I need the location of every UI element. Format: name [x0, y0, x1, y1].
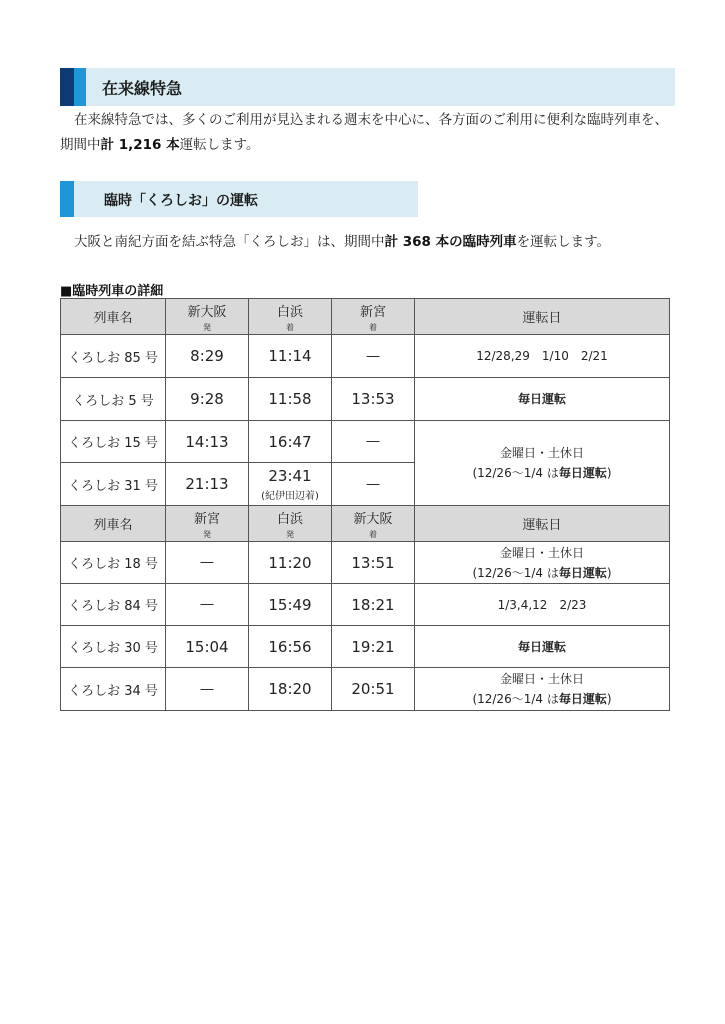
header-station: 白浜 発: [249, 506, 332, 542]
operating-days: 金曜日・土休日 (12/26～1/4 は毎日運転): [415, 668, 670, 711]
time-cell: 18:21: [332, 584, 415, 626]
header-train-name: 列車名: [61, 506, 166, 542]
time-cell: 14:13: [166, 421, 249, 463]
table-row: [61, 626, 670, 668]
section-title-sub: 臨時「くろしお」の運転: [104, 193, 258, 209]
time-cell: ―: [332, 463, 415, 506]
operating-days: 金曜日・土休日 (12/26～1/4 は毎日運転): [415, 542, 670, 584]
train-name: くろしお 31 号: [61, 463, 166, 506]
sub-intro-bold: 計 368 本の臨時列車: [384, 234, 517, 250]
operating-days-shared: 金曜日・土休日 (12/26～1/4 は毎日運転): [415, 421, 670, 506]
table-heading: ■臨時列車の詳細: [60, 284, 164, 299]
time-cell: 8:29: [166, 335, 249, 378]
header-operating-days: 運転日: [415, 506, 670, 542]
time-cell: ―: [332, 335, 415, 378]
table-header-up: [61, 506, 670, 542]
train-name: くろしお 84 号: [61, 584, 166, 626]
train-name: くろしお 5 号: [61, 378, 166, 421]
time-cell: 13:53: [332, 378, 415, 421]
intro-paragraph: [60, 108, 675, 158]
header-station: 新宮 着: [332, 299, 415, 335]
table-header-down: [61, 299, 670, 335]
table-row: [61, 378, 670, 421]
time-cell: 20:51: [332, 668, 415, 711]
section-header-main: [60, 68, 675, 106]
train-name: くろしお 15 号: [61, 421, 166, 463]
header-station: 白浜 着: [249, 299, 332, 335]
table-row: [61, 421, 670, 463]
section-accent-dark: [60, 68, 74, 106]
section-title-main: 在来線特急: [102, 79, 183, 98]
train-name: くろしお 85 号: [61, 335, 166, 378]
header-station: 新宮 発: [166, 506, 249, 542]
timetable: [60, 298, 670, 711]
time-cell: 11:20: [249, 542, 332, 584]
time-cell: 18:20: [249, 668, 332, 711]
time-cell: 15:49: [249, 584, 332, 626]
operating-days: 毎日運転: [415, 378, 670, 421]
train-name: くろしお 34 号: [61, 668, 166, 711]
table-row: [61, 335, 670, 378]
intro-bold: 計 1,216 本: [100, 137, 180, 153]
header-operating-days: 運転日: [415, 299, 670, 335]
time-cell: 21:13: [166, 463, 249, 506]
time-cell: 13:51: [332, 542, 415, 584]
operating-days: 12/28,29 1/10 2/21: [415, 335, 670, 378]
time-cell: 15:04: [166, 626, 249, 668]
operating-days: 毎日運転: [415, 626, 670, 668]
time-cell-with-note: 23:41 (紀伊田辺着): [249, 463, 332, 506]
time-cell: 16:47: [249, 421, 332, 463]
header-station: 新大阪 着: [332, 506, 415, 542]
time-cell: 9:28: [166, 378, 249, 421]
time-cell: ―: [166, 542, 249, 584]
table-row: [61, 668, 670, 711]
time-cell: ―: [166, 668, 249, 711]
sub-intro-text-before: 大阪と南紀方面を結ぶ特急「くろしお」は、期間中: [74, 234, 385, 250]
time-cell: 11:14: [249, 335, 332, 378]
train-name: くろしお 18 号: [61, 542, 166, 584]
train-name: くろしお 30 号: [61, 626, 166, 668]
time-cell: 11:58: [249, 378, 332, 421]
time-cell: 16:56: [249, 626, 332, 668]
header-station: 新大阪 発: [166, 299, 249, 335]
section-accent-light: [74, 68, 86, 106]
intro-text-after: 運転します。: [179, 137, 260, 153]
sub-intro-text-after: を運転します。: [516, 234, 611, 250]
operating-days: 1/3,4,12 2/23: [415, 584, 670, 626]
time-cell: 19:21: [332, 626, 415, 668]
table-row: [61, 584, 670, 626]
time-cell: ―: [166, 584, 249, 626]
table-row: [61, 542, 670, 584]
section-header-sub: [60, 181, 418, 217]
section-accent-light: [60, 181, 74, 217]
sub-intro-paragraph: [60, 230, 675, 255]
header-train-name: 列車名: [61, 299, 166, 335]
time-cell: ―: [332, 421, 415, 463]
intro-text-before: 在来線特急では、多くのご利用が見込まれる週末を中心に、各方面のご利用に便利な臨時列車を、期間中: [60, 112, 668, 153]
